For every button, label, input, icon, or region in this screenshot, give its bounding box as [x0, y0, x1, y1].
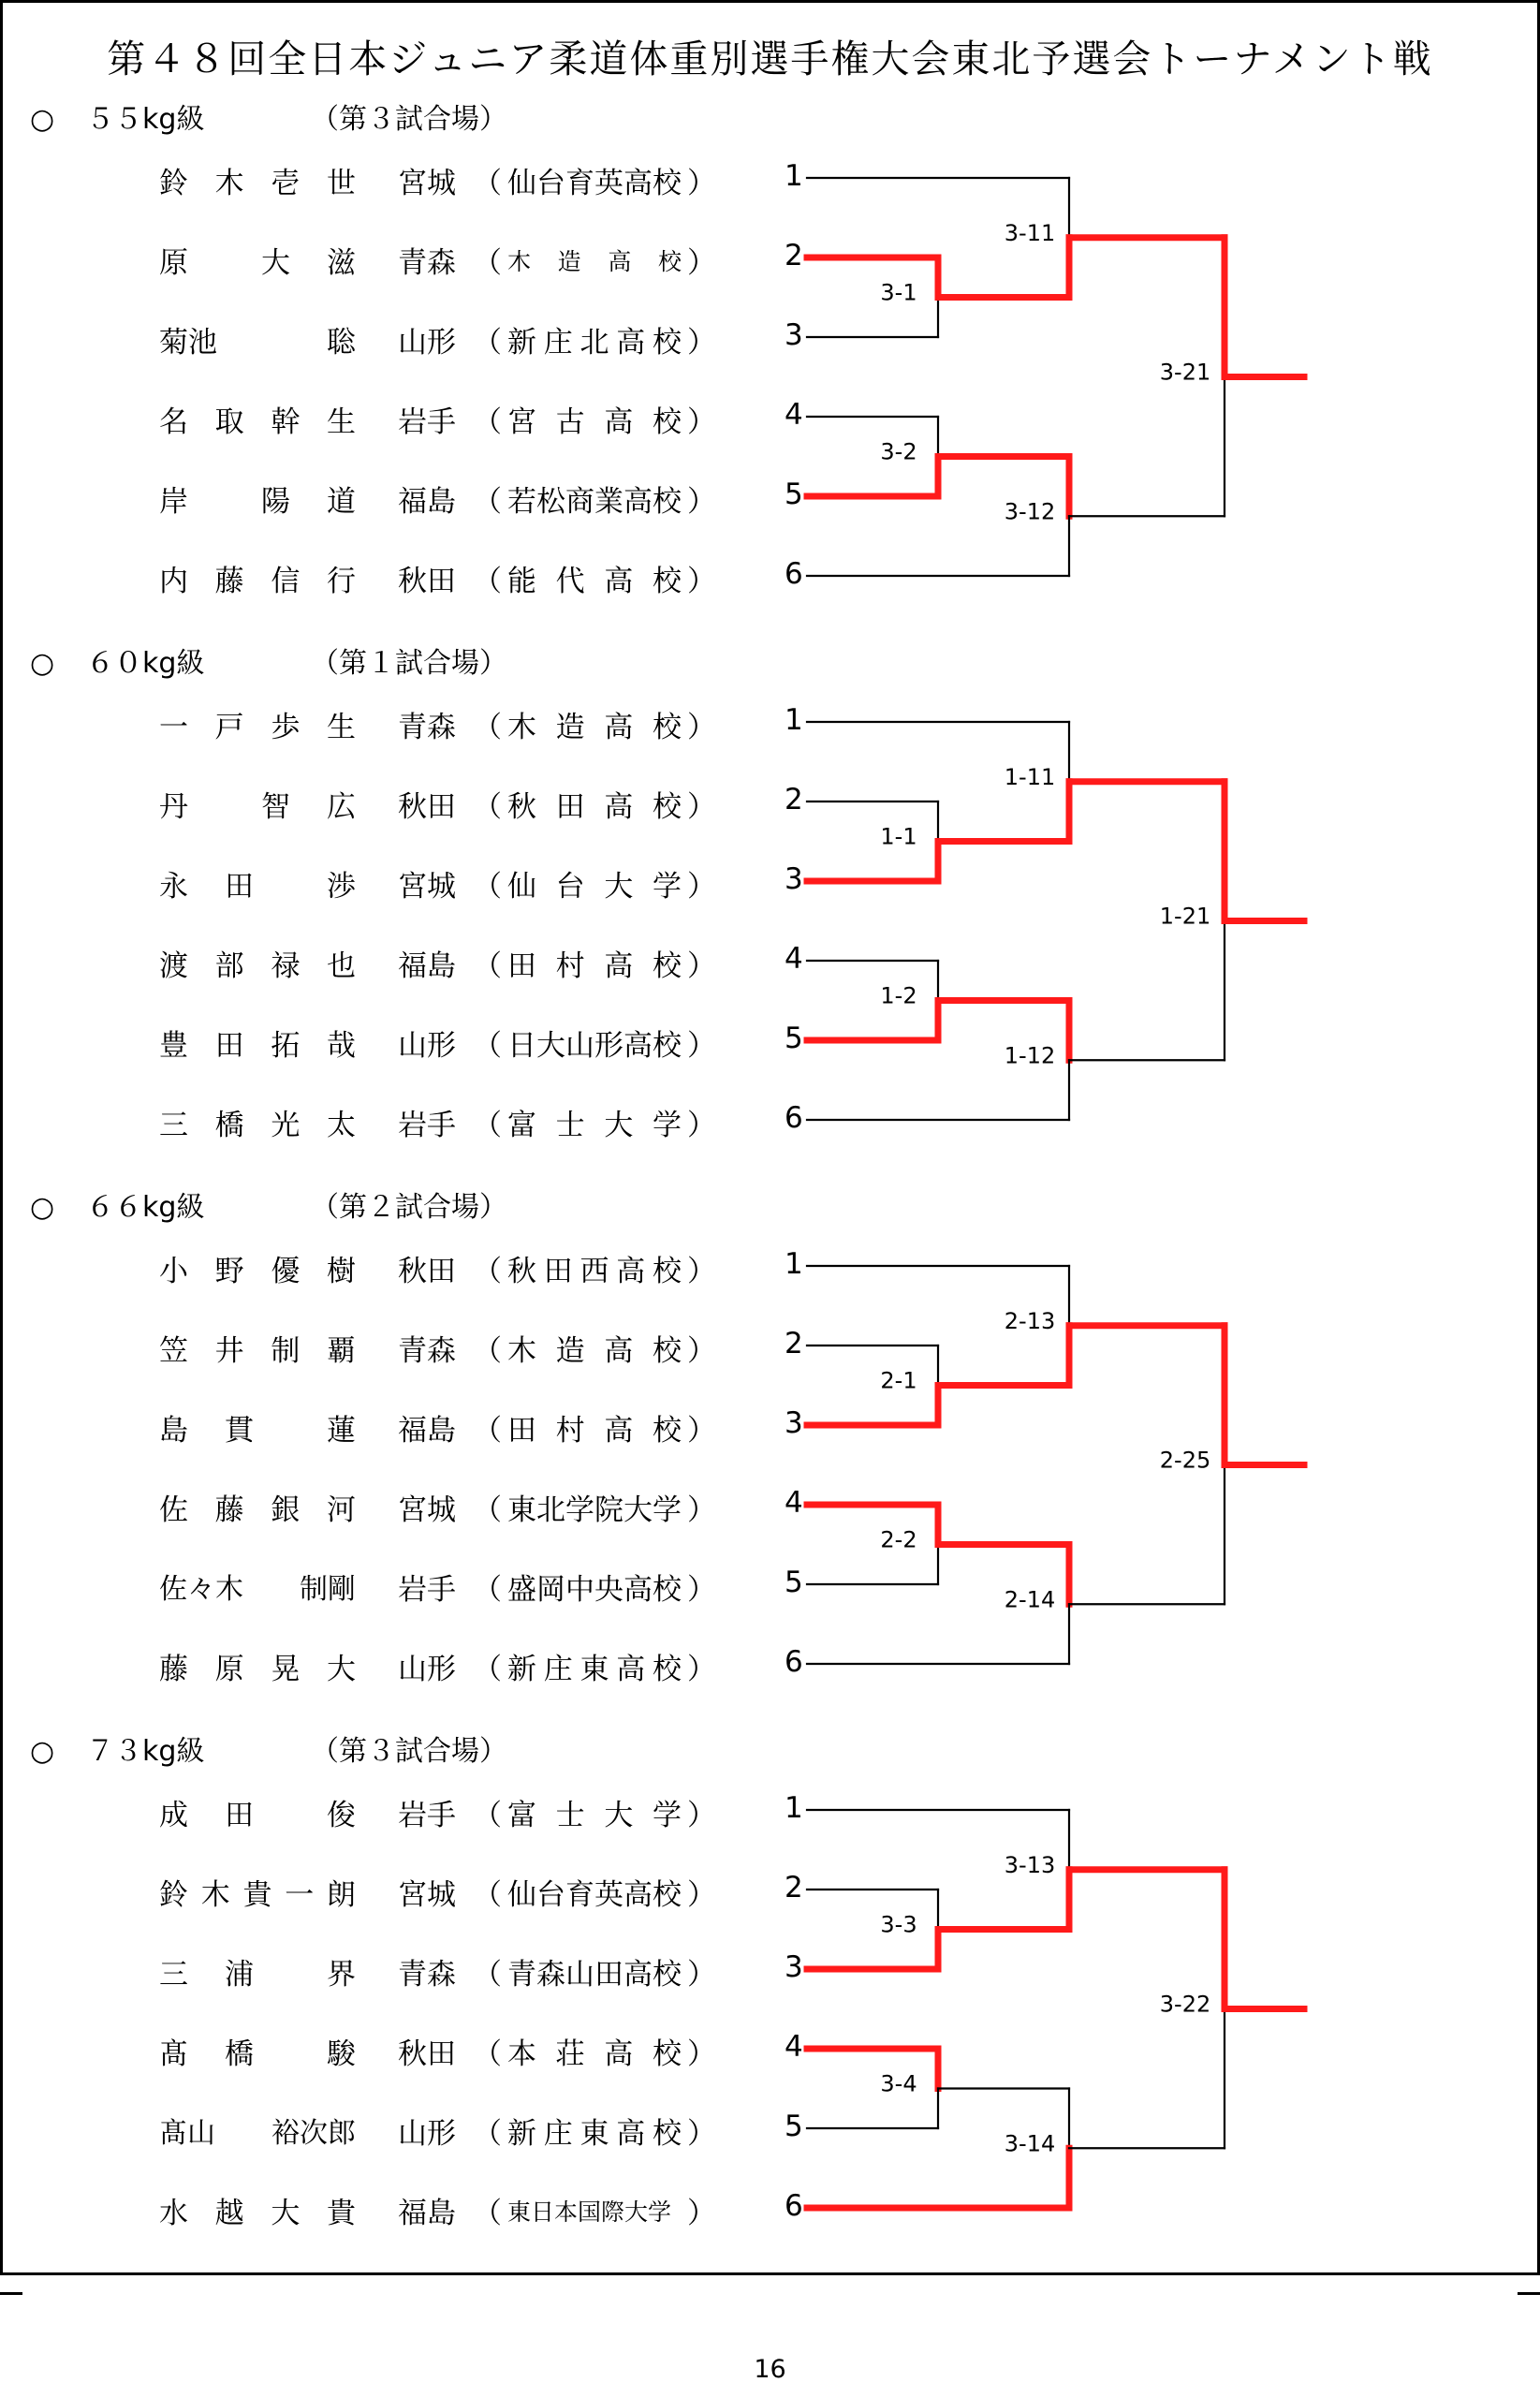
- page-number: 16: [754, 2355, 786, 2384]
- school-name: （ 盛岡中央高校 ）: [473, 1573, 716, 1607]
- player-name: 三 浦 界: [159, 1958, 356, 1992]
- school-name: （ 新 庄 東 高 校 ）: [473, 1653, 716, 1686]
- match-label: 1-21: [1159, 903, 1211, 930]
- player-name: 笠 井 制 覇: [159, 1334, 356, 1368]
- player-name: 内 藤 信 行: [159, 565, 356, 598]
- weight-class: ６０kg級: [86, 647, 205, 680]
- school-name: （ 富 士 大 学 ）: [473, 1799, 716, 1832]
- left-crop-mark: [0, 2292, 22, 2295]
- seed-number: 6: [785, 1101, 803, 1135]
- school-name: （ 秋 田 西 高 校 ）: [473, 1255, 716, 1288]
- match-label: 3-1: [880, 279, 917, 306]
- match-label: 3-12: [1004, 498, 1056, 525]
- player-name: 永 田 渉: [159, 870, 356, 904]
- seed-number: 5: [785, 2110, 803, 2143]
- match-label: 1-2: [880, 982, 917, 1009]
- bullet-circle-icon: ○: [30, 1735, 55, 1768]
- seed-number: 3: [785, 318, 803, 352]
- match-label: 2-13: [1004, 1307, 1056, 1334]
- match-label: 3-22: [1159, 1991, 1211, 2018]
- player-name: 丹 智 広: [159, 790, 356, 824]
- weight-class: ６６kg級: [86, 1191, 205, 1224]
- match-label: 3-14: [1004, 2130, 1056, 2157]
- page-title: 第４８回全日本ジュニア柔道体重別選手権大会東北予選会トーナメント戦: [107, 37, 1433, 81]
- player-name: 名 取 幹 生: [159, 405, 356, 439]
- school-name: （ 新 庄 北 高 校 ）: [473, 326, 716, 360]
- prefecture: 青森: [398, 246, 456, 280]
- prefecture: 秋田: [398, 565, 456, 598]
- match-label: 1-1: [880, 823, 917, 850]
- player-name: 三 橋 光 太: [159, 1109, 356, 1142]
- player-name: 髙山 裕次郎: [159, 2117, 356, 2150]
- match-label: 3-3: [880, 1911, 917, 1938]
- school-name: （ 仙台育英高校 ）: [473, 1878, 716, 1912]
- venue-label: （第１試合場）: [311, 647, 507, 680]
- seed-number: 3: [785, 1406, 803, 1440]
- player-name: 原 大 滋: [159, 246, 356, 280]
- prefecture: 秋田: [398, 1255, 456, 1288]
- prefecture: 宮城: [398, 167, 456, 200]
- prefecture: 山形: [398, 1653, 456, 1686]
- match-label: 3-4: [880, 2070, 917, 2097]
- school-name: （ 木 造 高 校 ）: [473, 246, 716, 280]
- player-name: 水 越 大 貴: [159, 2197, 356, 2230]
- school-name: （ 秋 田 高 校 ）: [473, 790, 716, 824]
- prefecture: 青森: [398, 1958, 456, 1992]
- seed-number: 1: [785, 703, 803, 737]
- school-name: （ 東北学院大学 ）: [473, 1493, 716, 1527]
- match-label: 3-2: [880, 438, 917, 465]
- school-name: （ 富 士 大 学 ）: [473, 1109, 716, 1142]
- prefecture: 福島: [398, 1414, 456, 1448]
- venue-label: （第２試合場）: [311, 1191, 507, 1224]
- prefecture: 岩手: [398, 1799, 456, 1832]
- seed-number: 2: [785, 239, 803, 272]
- prefecture: 青森: [398, 711, 456, 744]
- school-name: （ 日大山形高校 ）: [473, 1029, 716, 1063]
- seed-number: 4: [785, 398, 803, 432]
- seed-number: 6: [785, 1645, 803, 1679]
- match-label: 2-14: [1004, 1586, 1056, 1613]
- venue-label: （第３試合場）: [311, 103, 507, 136]
- weight-class: ７３kg級: [86, 1735, 205, 1768]
- weight-class: ５５kg級: [86, 103, 205, 136]
- player-name: 鈴 木 壱 世: [159, 167, 356, 200]
- match-label: 2-2: [880, 1526, 917, 1553]
- seed-number: 3: [785, 1950, 803, 1984]
- player-name: 岸 陽 道: [159, 485, 356, 519]
- seed-number: 1: [785, 1247, 803, 1281]
- school-name: （ 新 庄 東 高 校 ）: [473, 2117, 716, 2151]
- prefecture: 青森: [398, 1334, 456, 1368]
- seed-number: 3: [785, 862, 803, 896]
- school-name: （ 能 代 高 校 ）: [473, 565, 716, 598]
- seed-number: 4: [785, 942, 803, 976]
- right-crop-mark: [1518, 2292, 1540, 2295]
- school-name: （ 仙台育英高校 ）: [473, 167, 716, 200]
- school-name: （ 田 村 高 校 ）: [473, 1414, 716, 1448]
- match-label: 3-21: [1159, 359, 1211, 386]
- prefecture: 山形: [398, 326, 456, 360]
- seed-number: 2: [785, 1327, 803, 1360]
- prefecture: 宮城: [398, 1878, 456, 1912]
- seed-number: 5: [785, 1022, 803, 1055]
- player-name: 佐 藤 銀 河: [159, 1493, 356, 1527]
- school-name: （ 宮 古 高 校 ）: [473, 405, 716, 439]
- seed-number: 2: [785, 1871, 803, 1904]
- player-name: 一 戸 歩 生: [159, 711, 356, 744]
- prefecture: 宮城: [398, 870, 456, 904]
- seed-number: 1: [785, 1791, 803, 1825]
- school-name: （ 東日本国際大学 ）: [473, 2197, 716, 2230]
- player-name: 髙 橋 駿: [159, 2037, 356, 2071]
- prefecture: 岩手: [398, 1109, 456, 1142]
- prefecture: 秋田: [398, 790, 456, 824]
- match-label: 2-1: [880, 1367, 917, 1394]
- match-label: 3-13: [1004, 1851, 1056, 1878]
- prefecture: 福島: [398, 949, 456, 983]
- school-name: （ 田 村 高 校 ）: [473, 949, 716, 983]
- seed-number: 4: [785, 2030, 803, 2064]
- bullet-circle-icon: ○: [30, 103, 55, 136]
- school-name: （ 本 荘 高 校 ）: [473, 2037, 716, 2071]
- seed-number: 4: [785, 1486, 803, 1520]
- player-name: 鈴 木 貴 一 朗: [159, 1878, 356, 1912]
- school-name: （ 木 造 高 校 ）: [473, 711, 716, 744]
- prefecture: 宮城: [398, 1493, 456, 1527]
- bullet-circle-icon: ○: [30, 647, 55, 680]
- player-name: 成 田 俊: [159, 1799, 356, 1832]
- match-label: 1-11: [1004, 763, 1056, 790]
- bullet-circle-icon: ○: [30, 1191, 55, 1224]
- prefecture: 岩手: [398, 405, 456, 439]
- prefecture: 山形: [398, 1029, 456, 1063]
- school-name: （ 仙 台 大 学 ）: [473, 870, 716, 904]
- player-name: 島 貫 蓮: [159, 1414, 356, 1448]
- player-name: 菊池 聡: [159, 326, 356, 360]
- seed-number: 6: [785, 557, 803, 591]
- player-name: 渡 部 禄 也: [159, 949, 356, 983]
- prefecture: 岩手: [398, 1573, 456, 1607]
- seed-number: 6: [785, 2189, 803, 2223]
- player-name: 小 野 優 樹: [159, 1255, 356, 1288]
- seed-number: 2: [785, 783, 803, 816]
- school-name: （ 若松商業高校 ）: [473, 485, 716, 519]
- prefecture: 秋田: [398, 2037, 456, 2071]
- prefecture: 福島: [398, 2197, 456, 2230]
- player-name: 佐々木 制剛: [159, 1573, 356, 1606]
- prefecture: 福島: [398, 485, 456, 519]
- prefecture: 山形: [398, 2117, 456, 2151]
- venue-label: （第３試合場）: [311, 1735, 507, 1768]
- match-label: 2-25: [1159, 1447, 1211, 1474]
- match-label: 1-12: [1004, 1042, 1056, 1069]
- school-name: （ 木 造 高 校 ）: [473, 1334, 716, 1368]
- school-name: （ 青森山田高校 ）: [473, 1958, 716, 1992]
- player-name: 藤 原 晃 大: [159, 1653, 356, 1686]
- seed-number: 5: [785, 1566, 803, 1599]
- match-label: 3-11: [1004, 219, 1056, 246]
- seed-number: 5: [785, 478, 803, 511]
- seed-number: 1: [785, 159, 803, 193]
- player-name: 豊 田 拓 哉: [159, 1029, 356, 1063]
